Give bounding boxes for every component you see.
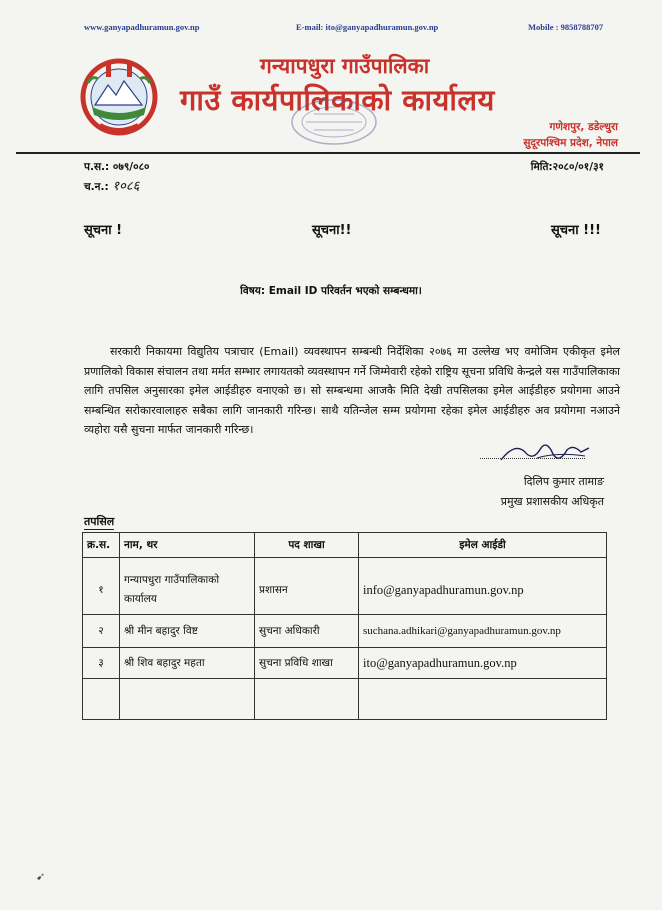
table-row bbox=[83, 615, 607, 648]
mouse-cursor-icon: ➹ bbox=[36, 870, 46, 883]
header-sn: क्र.स. bbox=[83, 533, 120, 558]
signer-title: प्रमुख प्रशासकीय अधिकृत bbox=[500, 495, 604, 508]
table-gap-row bbox=[83, 558, 607, 567]
notice-center: सूचना!! bbox=[312, 223, 352, 238]
address-line-2: सुदूरपश्चिम प्रदेश, नेपाल bbox=[523, 137, 618, 149]
row-name: श्री शिव बहादुर महता bbox=[120, 648, 255, 679]
row-sn: १ bbox=[83, 566, 120, 615]
office-stamp-icon bbox=[288, 96, 380, 148]
org-name: गन्यापधुरा गाउँपालिका bbox=[260, 54, 430, 78]
header-name: नाम, थर bbox=[120, 533, 255, 558]
signature-line bbox=[480, 458, 585, 459]
signature-icon bbox=[497, 438, 592, 468]
annex-label: तपसिल bbox=[84, 515, 115, 528]
table-header-row bbox=[83, 533, 607, 558]
municipality-emblem-icon bbox=[78, 55, 160, 137]
row-post: प्रशासन bbox=[255, 566, 359, 615]
header-email: इमेल आईडी bbox=[359, 533, 607, 558]
row-sn: ३ bbox=[83, 648, 120, 679]
row-post: सुचना प्रविधि शाखा bbox=[255, 648, 359, 679]
row-email: suchana.adhikari@ganyapadhuramun.gov.np bbox=[359, 615, 607, 648]
address-line-1: गणेशपुर, डडेल्धुरा bbox=[549, 121, 618, 133]
issue-date: मिति:२०८०/०१/३१ bbox=[530, 161, 604, 173]
subject-line: विषय: Email ID परिवर्तन भएको सम्बन्धमा। bbox=[240, 285, 422, 297]
table-empty-row bbox=[83, 679, 607, 720]
table-row bbox=[83, 566, 607, 615]
row-email: ito@ganyapadhuramun.gov.np bbox=[359, 648, 607, 679]
header-divider bbox=[16, 152, 640, 154]
mobile-text: Mobile : 9858788707 bbox=[528, 22, 604, 32]
email-text: E-mail: ito@ganyapadhuramun.gov.np bbox=[296, 22, 439, 32]
body-paragraph: सरकारी निकायमा विद्युतिय पत्राचार (Email) व्यवस्थापन सम्बन्धी निर्देशिका २०७६ मा उल्लेख भए वमोजिम एकीकृत इमेल प्रणालिको विकास संचालन तथा मर्मत सम्भार लगायतको व्यवस्थापन गर्ने जिम्मेवारी रहेको राष्ट्रिय सूचना प्रविधि केन्द्रले यस गाउँपालिकाका लागि तपसिल अनुसारका इमेल आईडीहरु वनाएको छ। सो सम्बन्धमा आजकै मिति देखी तपसिलका इमेल आईडीहरु प्रयोगमा आउने सम्बन्धित सरोकारवालाहरु सबैका लागि जानकारी गरिन्छ। साथै यतिन्जेल सम्म प्रयोगमा रहेका इमेल आईडीहरु अव प्रयोगमा नआउने व्यहोरा यसै सुचना मार्फत जानकारी गरिन्छ। bbox=[84, 345, 620, 436]
notice-right: सूचना !!! bbox=[551, 223, 601, 238]
row-post: सुचना अधिकारी bbox=[255, 615, 359, 648]
notice-left: सूचना ! bbox=[84, 223, 123, 238]
row-email: info@ganyapadhuramun.gov.np bbox=[359, 566, 607, 615]
header-post: पद शाखा bbox=[255, 533, 359, 558]
row-name: गन्यापधुरा गाउँपालिकाको कार्यालय bbox=[120, 566, 255, 615]
row-sn: २ bbox=[83, 615, 120, 648]
office-name: गाउँ कार्यपालिकाको कार्यालय bbox=[180, 83, 495, 117]
signer-name: दिलिप कुमार तामाङ bbox=[523, 475, 604, 488]
signer-block bbox=[501, 472, 604, 512]
dispatch-number: १०८६ bbox=[112, 179, 140, 194]
email-table bbox=[82, 532, 607, 720]
website-text: www.ganyapadhuramun.gov.np bbox=[84, 22, 200, 32]
fiscal-year-ref: प.स.: ०७९/०८० bbox=[84, 161, 150, 173]
dispatch-ref bbox=[84, 176, 139, 194]
dispatch-label: च.न.: bbox=[84, 181, 109, 193]
table-row bbox=[83, 648, 607, 679]
row-name: श्री मीन बहादुर विष्ट bbox=[120, 615, 255, 648]
